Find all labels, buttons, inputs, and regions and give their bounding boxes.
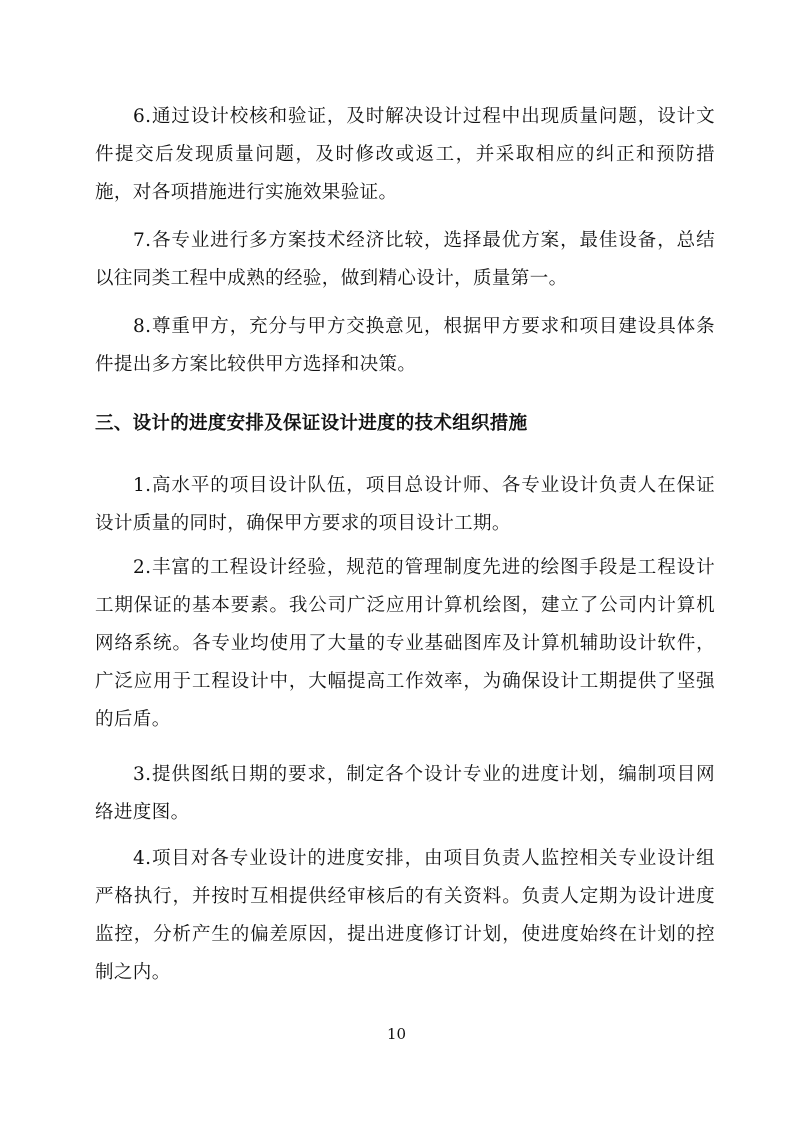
paragraph-item-6: 6.通过设计校核和验证，及时解决设计过程中出现质量问题，设计文件提交后发现质量问题，及时修改或返工，并采取相应的纠正和预防措施，对各项措施进行实施效果验证。 — [95, 106, 715, 203]
paragraph-item-7: 7.各专业进行多方案技术经济比较，选择最优方案，最佳设备，总结以往同类工程中成熟的经验，做到精心设计，质量第一。 — [95, 230, 715, 289]
section-heading: 三、设计的进度安排及保证设计进度的技术组织措施 — [95, 413, 528, 434]
paragraph-item-3: 3.提供图纸日期的要求，制定各个设计专业的进度计划，编制项目网络进度图。 — [95, 764, 715, 823]
paragraph-item-4: 4.项目对各专业设计的进度安排，由项目负责人监控相关专业设计组严格执行，并按时互相提供经审核后的有关资料。负责人定期为设计进度监控，分析产生的偏差原因，提出进度修订计划，使进度始终在计划的控制之内。 — [95, 848, 715, 983]
paragraph-item-1: 1.高水平的项目设计队伍，项目总设计师、各专业设计负责人在保证设计质量的同时，确保甲方要求的项目设计工期。 — [95, 475, 715, 534]
page-number: 10 — [386, 1025, 407, 1043]
paragraph-item-2: 2.丰富的工程设计经验，规范的管理制度先进的绘图手段是工程设计工期保证的基本要素。我公司广泛应用计算机绘图，建立了公司内计算机网络系统。各专业均使用了大量的专业基础图库及计算机辅助设计软件，广泛应用于工程设计中，大幅提高工作效率，为确保设计工期提供了坚强的后盾。 — [95, 557, 715, 730]
paragraph-item-8: 8.尊重甲方，充分与甲方交换意见，根据甲方要求和项目建设具体条件提出多方案比较供甲方选择和决策。 — [95, 316, 715, 375]
